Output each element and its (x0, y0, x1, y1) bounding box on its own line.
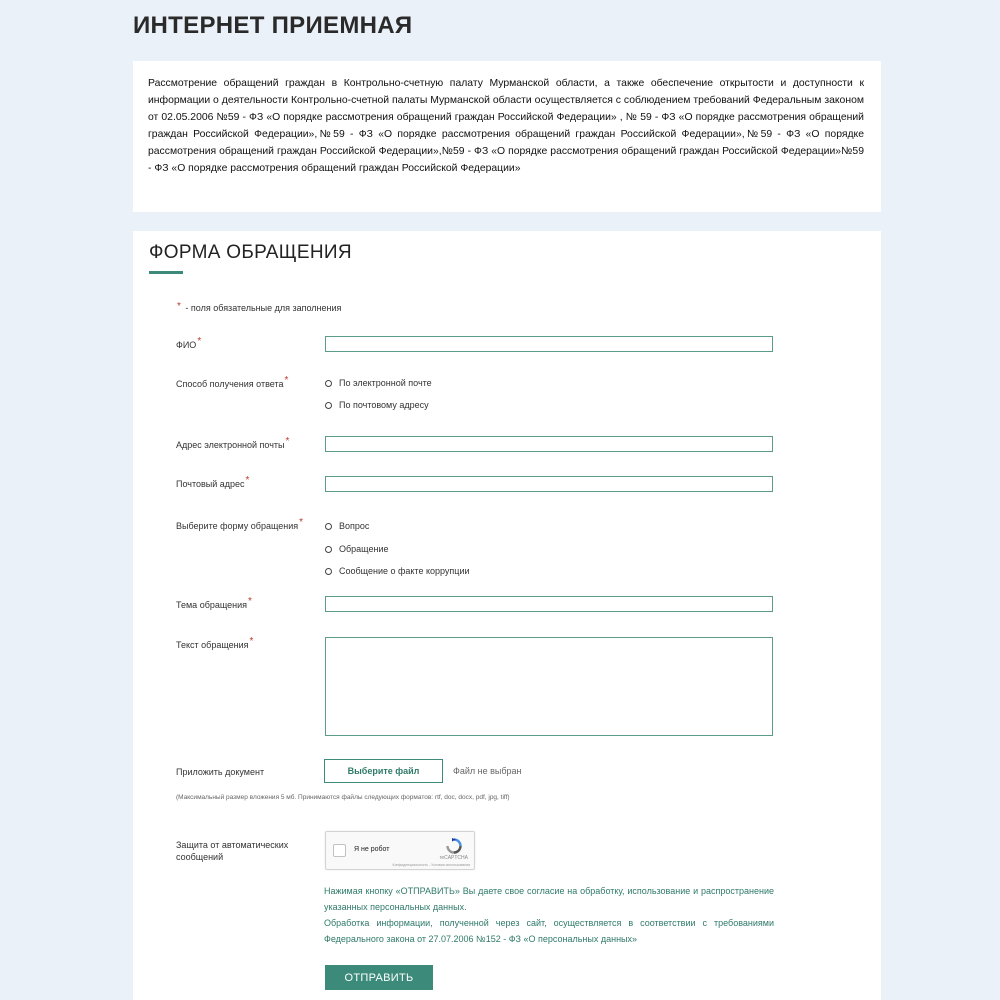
required-asterisk: * (245, 475, 250, 486)
appeal-form (133, 231, 881, 1000)
radio-circle[interactable] (325, 523, 332, 530)
recaptcha-links[interactable]: Конфиденциальность - Условия использования (392, 863, 470, 867)
radio-question[interactable] (325, 521, 369, 531)
radio-appeal-label: Обращение (339, 544, 389, 554)
required-asterisk: * (249, 636, 254, 647)
subject-label (176, 596, 252, 611)
text-label (176, 636, 254, 651)
radio-circle[interactable] (325, 546, 332, 553)
file-status: Файл не выбран (453, 766, 522, 776)
required-note-text: - поля обязательные для заполнения (185, 303, 342, 313)
response-method-label-text: Способ получения ответа (176, 379, 284, 389)
radio-circle[interactable] (325, 402, 332, 409)
subject-input[interactable] (325, 596, 773, 612)
appeal-form-label (176, 517, 304, 532)
consent-paragraph-2: Обработка информации, полученной через сайт, осуществляется в соответствии с требованиями Федерального закона от 27.07.2006 №152 - ФЗ «О персональных данных» (324, 918, 774, 944)
radio-circle[interactable] (325, 380, 332, 387)
required-asterisk: * (197, 336, 202, 347)
intro-text: Рассмотрение обращений граждан в Контрольно-счетную палату Мурманской области, а также обеспечение открытости и доступности к информации о деятельности Контрольно-счетной палаты Мурманской области осуществляется с соблюдением требований Федеральным законом от 02.05.2006 №59 - ФЗ «О порядке рассмотрения обращений граждан Российской Федерации» , № 59 - ФЗ «О порядке рассмотрения обращений граждан Российской Федерации»,№59 - ФЗ «О порядке рассмотрения обращений граждан Российской Федерации»,№59 - ФЗ «О порядке рассмотрения обращений граждан Российской Федерации»,№59 - ФЗ «О порядке рассмотрения обращений граждан Российской Федерации»№59 - ФЗ «О порядке рассмотрения обращений граждан Российской Федерации» (133, 61, 881, 212)
required-asterisk: * (177, 301, 181, 312)
required-note (176, 303, 341, 314)
choose-file-button[interactable]: Выберите файл (324, 759, 443, 783)
subject-label-text: Тема обращения (176, 600, 248, 610)
required-asterisk: * (284, 375, 289, 386)
consent-text (324, 883, 774, 947)
recaptcha-checkbox[interactable] (333, 844, 346, 857)
radio-corruption[interactable] (325, 566, 470, 576)
appeal-form-label-text: Выберите форму обращения (176, 521, 299, 531)
captcha-label: Защита от автоматических сообщений (176, 840, 289, 862)
radio-corruption-label: Сообщение о факте коррупции (339, 566, 470, 576)
page-title: ИНТЕРНЕТ ПРИЕМНАЯ (133, 12, 413, 39)
attach-hint: (Максимальный размер вложения 5 мб. Принимаются файлы следующих форматов: rtf, doc, docx, pdf, jpg, tiff) (176, 794, 510, 801)
postal-input[interactable] (325, 476, 773, 492)
postal-label (176, 475, 250, 490)
postal-label-text: Почтовый адрес (176, 479, 245, 489)
required-asterisk: * (299, 517, 304, 528)
radio-question-label: Вопрос (339, 521, 370, 531)
consent-paragraph-1: Нажимая кнопку «ОТПРАВИТЬ» Вы даете свое согласие на обработку, использование и распространение указанных персональных данных. (324, 886, 774, 912)
title-underline (149, 271, 183, 274)
text-textarea[interactable] (325, 637, 773, 736)
recaptcha-brand: reCAPTCHA (439, 855, 468, 861)
response-method-label (176, 375, 289, 390)
email-label-text: Адрес электронной почты (176, 440, 285, 450)
fio-label (176, 336, 202, 351)
radio-email-label: По электронной почте (339, 378, 432, 388)
fio-label-text: ФИО (176, 340, 197, 350)
email-input[interactable] (325, 436, 773, 452)
recaptcha-widget[interactable] (325, 831, 475, 870)
recaptcha-label: Я не робот (354, 846, 390, 853)
form-title: ФОРМА ОБРАЩЕНИЯ (149, 242, 352, 263)
required-asterisk: * (285, 436, 290, 447)
submit-button[interactable]: ОТПРАВИТЬ (325, 965, 433, 990)
radio-postal-label: По почтовому адресу (339, 400, 429, 410)
email-label (176, 436, 290, 451)
text-label-text: Текст обращения (176, 640, 249, 650)
attach-label: Приложить документ (176, 767, 265, 777)
radio-email[interactable] (325, 378, 432, 388)
radio-circle[interactable] (325, 568, 332, 575)
radio-appeal[interactable] (325, 544, 388, 554)
required-asterisk: * (248, 596, 252, 607)
fio-input[interactable] (325, 336, 773, 352)
recaptcha-icon (446, 838, 462, 854)
radio-postal[interactable] (325, 400, 429, 410)
